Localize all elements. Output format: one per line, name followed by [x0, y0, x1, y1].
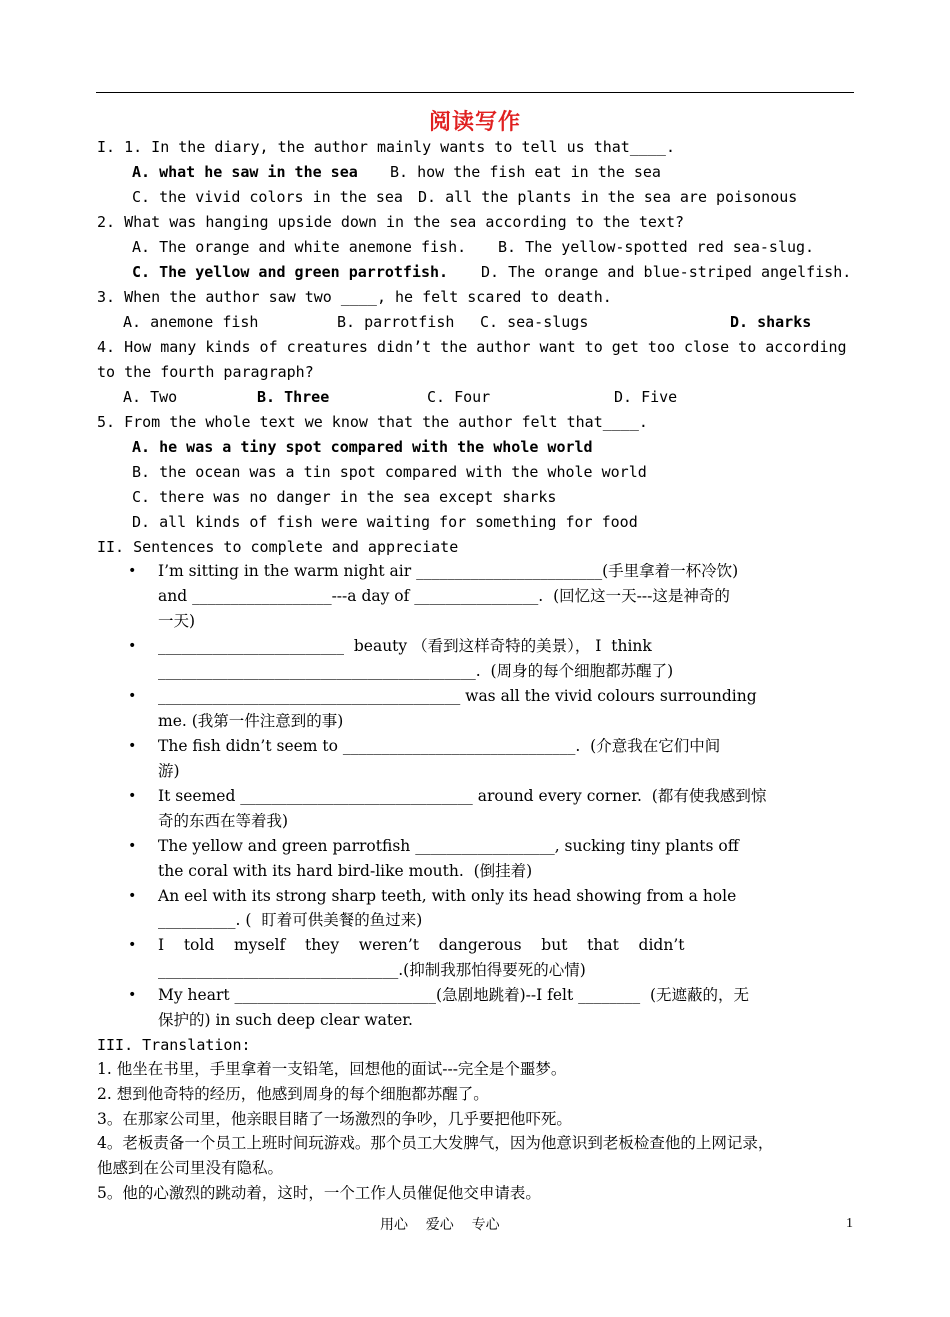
translation-item: 2. 想到他奇特的经历，他感到周身的每个细胞都苏醒了。 [97, 1085, 489, 1103]
q2-option-b: B. The yellow-spotted red sea-slug. [498, 238, 815, 256]
bullet: • [128, 788, 137, 804]
q4-stem-cont: to the fourth paragraph? [97, 363, 314, 381]
q5-option-a: A. he was a tiny spot compared with the whole world [132, 438, 593, 456]
sentence-line: I told myself they weren’t dangerous but that didn’t [158, 936, 685, 954]
sentence-line: 一天) [158, 612, 196, 630]
translation-item: 1. 他坐在书里，手里拿着一支铅笔，回想他的面试---完全是个噩梦。 [97, 1060, 567, 1078]
page-number: 1 [846, 1216, 853, 1231]
bullet: • [128, 888, 137, 904]
sentence-line: The fish didn’t seem to ______________________________. (介意我在它们中间 [158, 737, 721, 755]
q3-option-a: A. anemone fish [123, 313, 259, 331]
bullet: • [128, 738, 137, 754]
q1-option-a: A. what he saw in the sea [132, 163, 358, 181]
q2-option-d: D. The orange and blue-striped angelfish. [481, 263, 852, 281]
sentence-line: and __________________---a day of ________________. (回忆这一天---这是神奇的 [158, 587, 730, 605]
bullet: • [128, 987, 137, 1003]
translation-item: 4。老板责备一个员工上班时间玩游戏。那个员工大发脾气，因为他意识到老板检查他的上网记录， [97, 1134, 774, 1152]
sentence-line: I’m sitting in the warm night air ________________________(手里拿着一杯冷饮) [158, 562, 739, 580]
sentence-line: 游) [158, 762, 180, 780]
q4-option-b: B. Three [257, 388, 330, 406]
header-rule [96, 92, 854, 93]
sentence-line: 奇的东西在等着我) [158, 812, 289, 830]
q1-option-d: D. all the plants in the sea are poisonous [418, 188, 798, 206]
sentence-line: me. (我第一件注意到的事) [158, 712, 344, 730]
page-footer: 用心 爱心 专心 [380, 1217, 500, 1233]
sentence-line: My heart __________________________(急剧地跳着)--I felt ________ (无遮蔽的，无 [158, 986, 750, 1004]
bullet: • [128, 838, 137, 854]
page-title: 阅读写作 [428, 109, 521, 135]
q4-stem: 4. How many kinds of creatures didn’t the author want to get too close to according [97, 338, 847, 356]
section2-heading: II. Sentences to complete and appreciate [97, 538, 459, 556]
sentence-line: _______________________________________ was all the vivid colours surrounding [158, 687, 757, 705]
q2-option-a: A. The orange and white anemone fish. [132, 238, 467, 256]
sentence-line: 保护的) in such deep clear water. [158, 1011, 413, 1029]
sentence-line: ________________________ beauty （看到这样奇特的美景）， I think [158, 637, 652, 655]
q3-option-b: B. parrotfish [337, 313, 455, 331]
sentence-line: It seemed ______________________________ around every corner. (都有使我感到惊 [158, 787, 767, 805]
q5-option-d: D. all kinds of fish were waiting for something for food [132, 513, 638, 531]
translation-item: 3。在那家公司里，他亲眼目睹了一场激烈的争吵，几乎要把他吓死。 [97, 1110, 572, 1128]
q2-stem: 2. What was hanging upside down in the sea according to the text? [97, 213, 684, 231]
q4-option-d: D. Five [614, 388, 678, 406]
q3-stem: 3. When the author saw two ____, he felt scared to death. [97, 288, 612, 306]
translation-item: 他感到在公司里没有隐私。 [97, 1159, 284, 1177]
q1-option-b: B. how the fish eat in the sea [390, 163, 661, 181]
q4-option-a: A. Two [123, 388, 178, 406]
sentence-line: __________. ( 盯着可供美餐的鱼过来) [158, 911, 423, 929]
q1-stem: I. 1. In the diary, the author mainly wants to tell us that____. [97, 138, 675, 156]
sentence-line: _________________________________________. (周身的每个细胞都苏醒了) [158, 662, 674, 680]
section3-heading: III. Translation: [97, 1036, 251, 1054]
bullet: • [128, 638, 137, 654]
q3-option-c: C. sea-slugs [480, 313, 589, 331]
sentence-line: the coral with its hard bird-like mouth. (倒挂着) [158, 862, 533, 880]
q3-option-d: D. sharks [730, 313, 812, 331]
q5-stem: 5. From the whole text we know that the author felt that____. [97, 413, 648, 431]
bullet: • [128, 688, 137, 704]
q5-option-c: C. there was no danger in the sea except sharks [132, 488, 557, 506]
sentence-line: _______________________________.(抑制我那怕得要死的心情) [158, 961, 586, 979]
bullet: • [128, 937, 137, 953]
bullet: • [128, 563, 137, 579]
q1-option-c: C. the vivid colors in the sea [132, 188, 403, 206]
q5-option-b: B. the ocean was a tin spot compared with the whole world [132, 463, 647, 481]
q4-option-c: C. Four [427, 388, 491, 406]
q2-option-c: C. The yellow and green parrotfish. [132, 263, 449, 281]
sentence-line: The yellow and green parrotfish __________________, sucking tiny plants off [158, 837, 739, 855]
translation-item: 5。他的心激烈的跳动着，这时，一个工作人员催促他交申请表。 [97, 1184, 541, 1202]
sentence-line: An eel with its strong sharp teeth, with only its head showing from a hole [158, 887, 737, 905]
